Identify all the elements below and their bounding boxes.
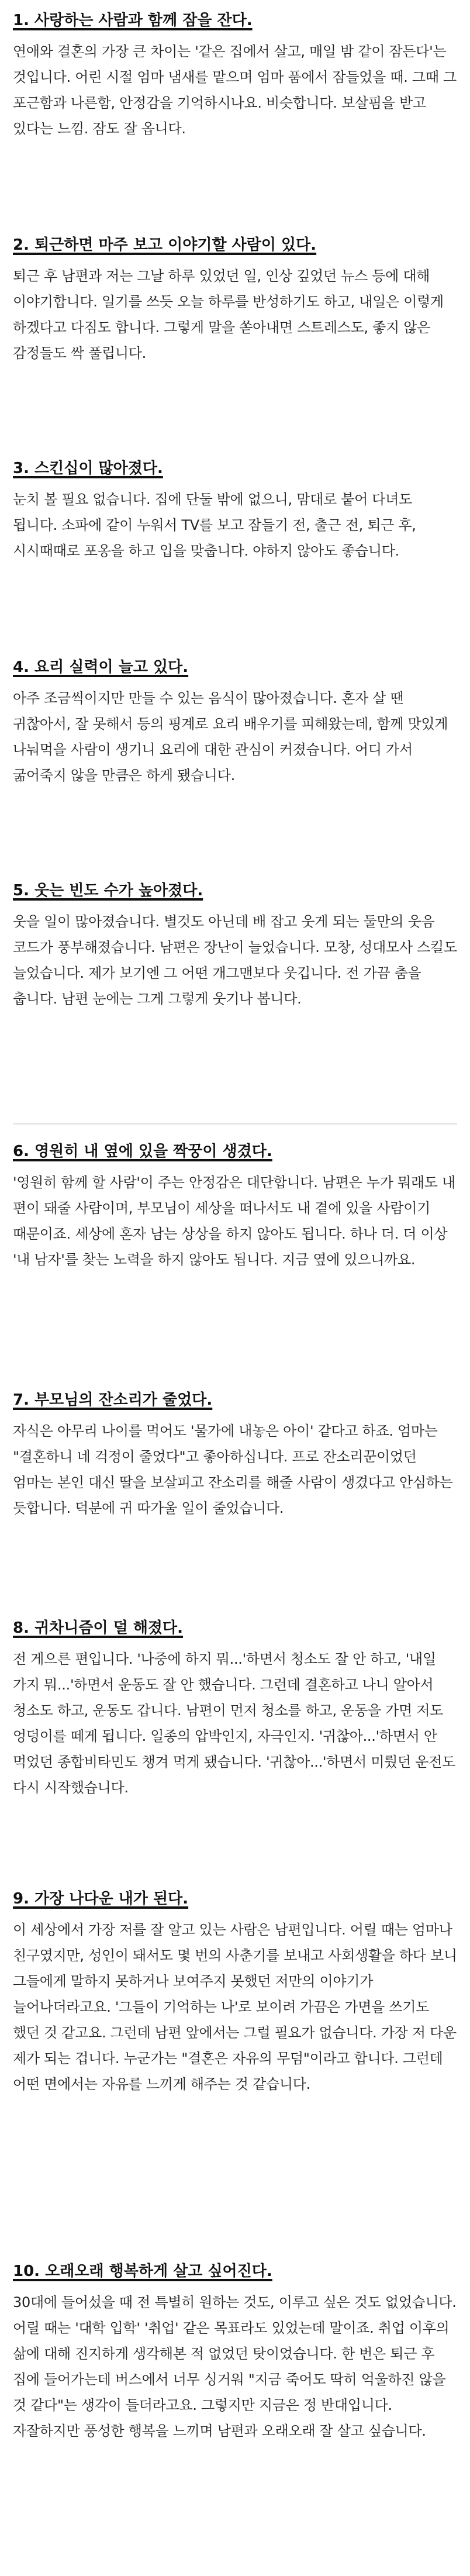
section-7-heading: 7. 부모님의 잔소리가 줄었다.	[13, 1391, 213, 1409]
section-divider	[13, 1123, 457, 1125]
section-9-heading: 9. 가장 나다운 내가 된다.	[13, 1890, 189, 1908]
section-7-body: 자식은 아무리 나이를 먹어도 '물가에 내놓은 아이' 같다고 하죠. 엄마는 "결혼하니 네 걱정이 줄었다"고 좋아하십니다. 프로 잔소리꾼이었던 엄마는 본인 대신 딸을 보살피고 잔소리를 해줄 사람이 생겼다고 안심하는 듯합니다. 덕분에 귀 따가울 일이 줄었습니다.	[13, 1423, 453, 1516]
section-1-body: 연애와 결혼의 가장 큰 차이는 '같은 집에서 살고, 매일 밤 같이 잠든다'는 것입니다. 어린 시절 엄마 냄새를 맡으며 엄마 품에서 잠들었을 때. 그때 그 포근함과 나른함, 안정감을 기억하시나요. 비슷합니다. 보살핌을 받고 있다는 느낌. 잠도 잘 옵니다.	[13, 43, 457, 137]
section-4-body: 아주 조금씩이지만 만들 수 있는 음식이 많아졌습니다. 혼자 살 땐 귀찮아서, 잘 못해서 등의 핑계로 요리 배우기를 피해왔는데, 함께 맛있게 나눠먹을 사람이 생기니 요리에 대한 관심이 커졌습니다. 어디 가서 굶어죽지 않을 만큼은 하게 됐습니다.	[13, 690, 448, 784]
section-5-body: 웃을 일이 많아졌습니다. 별것도 아닌데 배 잡고 웃게 되는 둘만의 웃음 코드가 풍부해졌습니다. 남편은 장난이 늘었습니다. 모창, 성대모사 스킬도 늘었습니다. 제가 보기엔 그 어떤 개그맨보다 웃깁니다. 전 가끔 춤을 춥니다. 남편 눈에는 그게 그렇게 웃기나 봅니다.	[13, 913, 457, 1007]
section-8-body: 전 게으른 편입니다. '나중에 하지 뭐...'하면서 청소도 잘 안 하고, '내일 가지 뭐...'하면서 운동도 잘 안 했습니다. 그런데 결혼하고 나니 알아서 청소도 하고, 운동도 갑니다. 남편이 먼저 청소를 하고, 운동을 가면 저도 엉덩이를 떼게 됩니다. 일종의 압박인지, 자극인지. '귀찮아...'하면서 안 먹었던 종합비타민도 챙겨 먹게 됐습니다. '귀찮아...'하면서 미뤘던 운전도 다시 시작했습니다.	[13, 1651, 455, 1796]
section-1-heading: 1. 사랑하는 사람과 함께 잠을 잔다.	[13, 12, 253, 29]
section-3-heading: 3. 스킨십이 많아졌다.	[13, 460, 163, 477]
section-6-heading: 6. 영원히 내 옆에 있을 짝꿍이 생겼다.	[13, 1143, 272, 1160]
section-4-heading: 4. 요리 실력이 늘고 있다.	[13, 658, 189, 676]
section-2-heading: 2. 퇴근하면 마주 보고 이야기할 사람이 있다.	[13, 236, 317, 254]
section-2-body: 퇴근 후 남편과 저는 그날 하루 있었던 일, 인상 깊었던 뉴스 등에 대해 이야기합니다. 일기를 쓰듯 오늘 하루를 반성하기도 하고, 내일은 이렇게 하겠다고 다짐도 합니다. 그렇게 말을 쏟아내면 스트레스도, 좋지 않은 감정들도 싹 풀립니다.	[13, 268, 444, 361]
section-9-body: 이 세상에서 가장 저를 잘 알고 있는 사람은 남편입니다. 어릴 때는 엄마나 친구였지만, 성인이 돼서도 몇 번의 사춘기를 보내고 사회생활을 하다 보니 그들에게 말하지 못하거나 보여주지 못했던 저만의 이야기가 늘어나더라고요. '그들이 기억하는 나'로 보이려 가끔은 가면을 쓰기도 했던 것 같고요. 그런데 남편 앞에서는 그럴 필요가 없습니다. 가장 저 다운 제가 되는 겁니다. 누군가는 "결혼은 자유의 무덤"이라고 합니다. 그런데 어떤 면에서는 자유를 느끼게 해주는 것 같습니다.	[13, 1922, 457, 2092]
section-8-heading: 8. 귀차니즘이 덜 해졌다.	[13, 1619, 184, 1637]
section-10-heading: 10. 오래오래 행복하게 살고 싶어진다.	[13, 2263, 272, 2280]
section-3-body: 눈치 볼 필요 없습니다. 집에 단둘 밖에 없으니, 맘대로 붙어 다녀도 됩니다. 소파에 같이 누워서 TV를 보고 잠들기 전, 출근 전, 퇴근 후, 시시때때로 포옹을 하고 입을 맞춥니다. 야하지 않아도 좋습니다.	[13, 491, 416, 559]
section-5-heading: 5. 웃는 빈도 수가 높아졌다.	[13, 882, 203, 899]
section-10-body: 30대에 들어섰을 때 전 특별히 원하는 것도, 이루고 싶은 것도 없었습니다. 어릴 때는 '대학 입학' '취업' 같은 목표라도 있었는데 말이죠. 취업 이후의 삶에 대해 진지하게 생각해본 적 없었던 탓이었습니다. 한 번은 퇴근 후 집에 들어가는데 버스에서 너무 싱거워 "지금 죽어도 딱히 억울하진 않을 것 같다"는 생각이 들더라고요. 그렇지만 지금은 정 반대입니다. 자잘하지만 풍성한 행복을 느끼며 남편과 오래오래 잘 살고 싶습니다.	[13, 2294, 457, 2439]
section-6-body: '영원히 함께 할 사람'이 주는 안정감은 대단합니다. 남편은 누가 뭐래도 내 편이 돼줄 사람이며, 부모님이 세상을 떠나서도 내 곁에 있을 사람이기 때문이죠. 세상에 혼자 남는 상상을 하지 않아도 됩니다. 하나 더. 더 이상 '내 남자'를 찾는 노력을 하지 않아도 됩니다. 지금 옆에 있으니까요.	[13, 1174, 455, 1268]
